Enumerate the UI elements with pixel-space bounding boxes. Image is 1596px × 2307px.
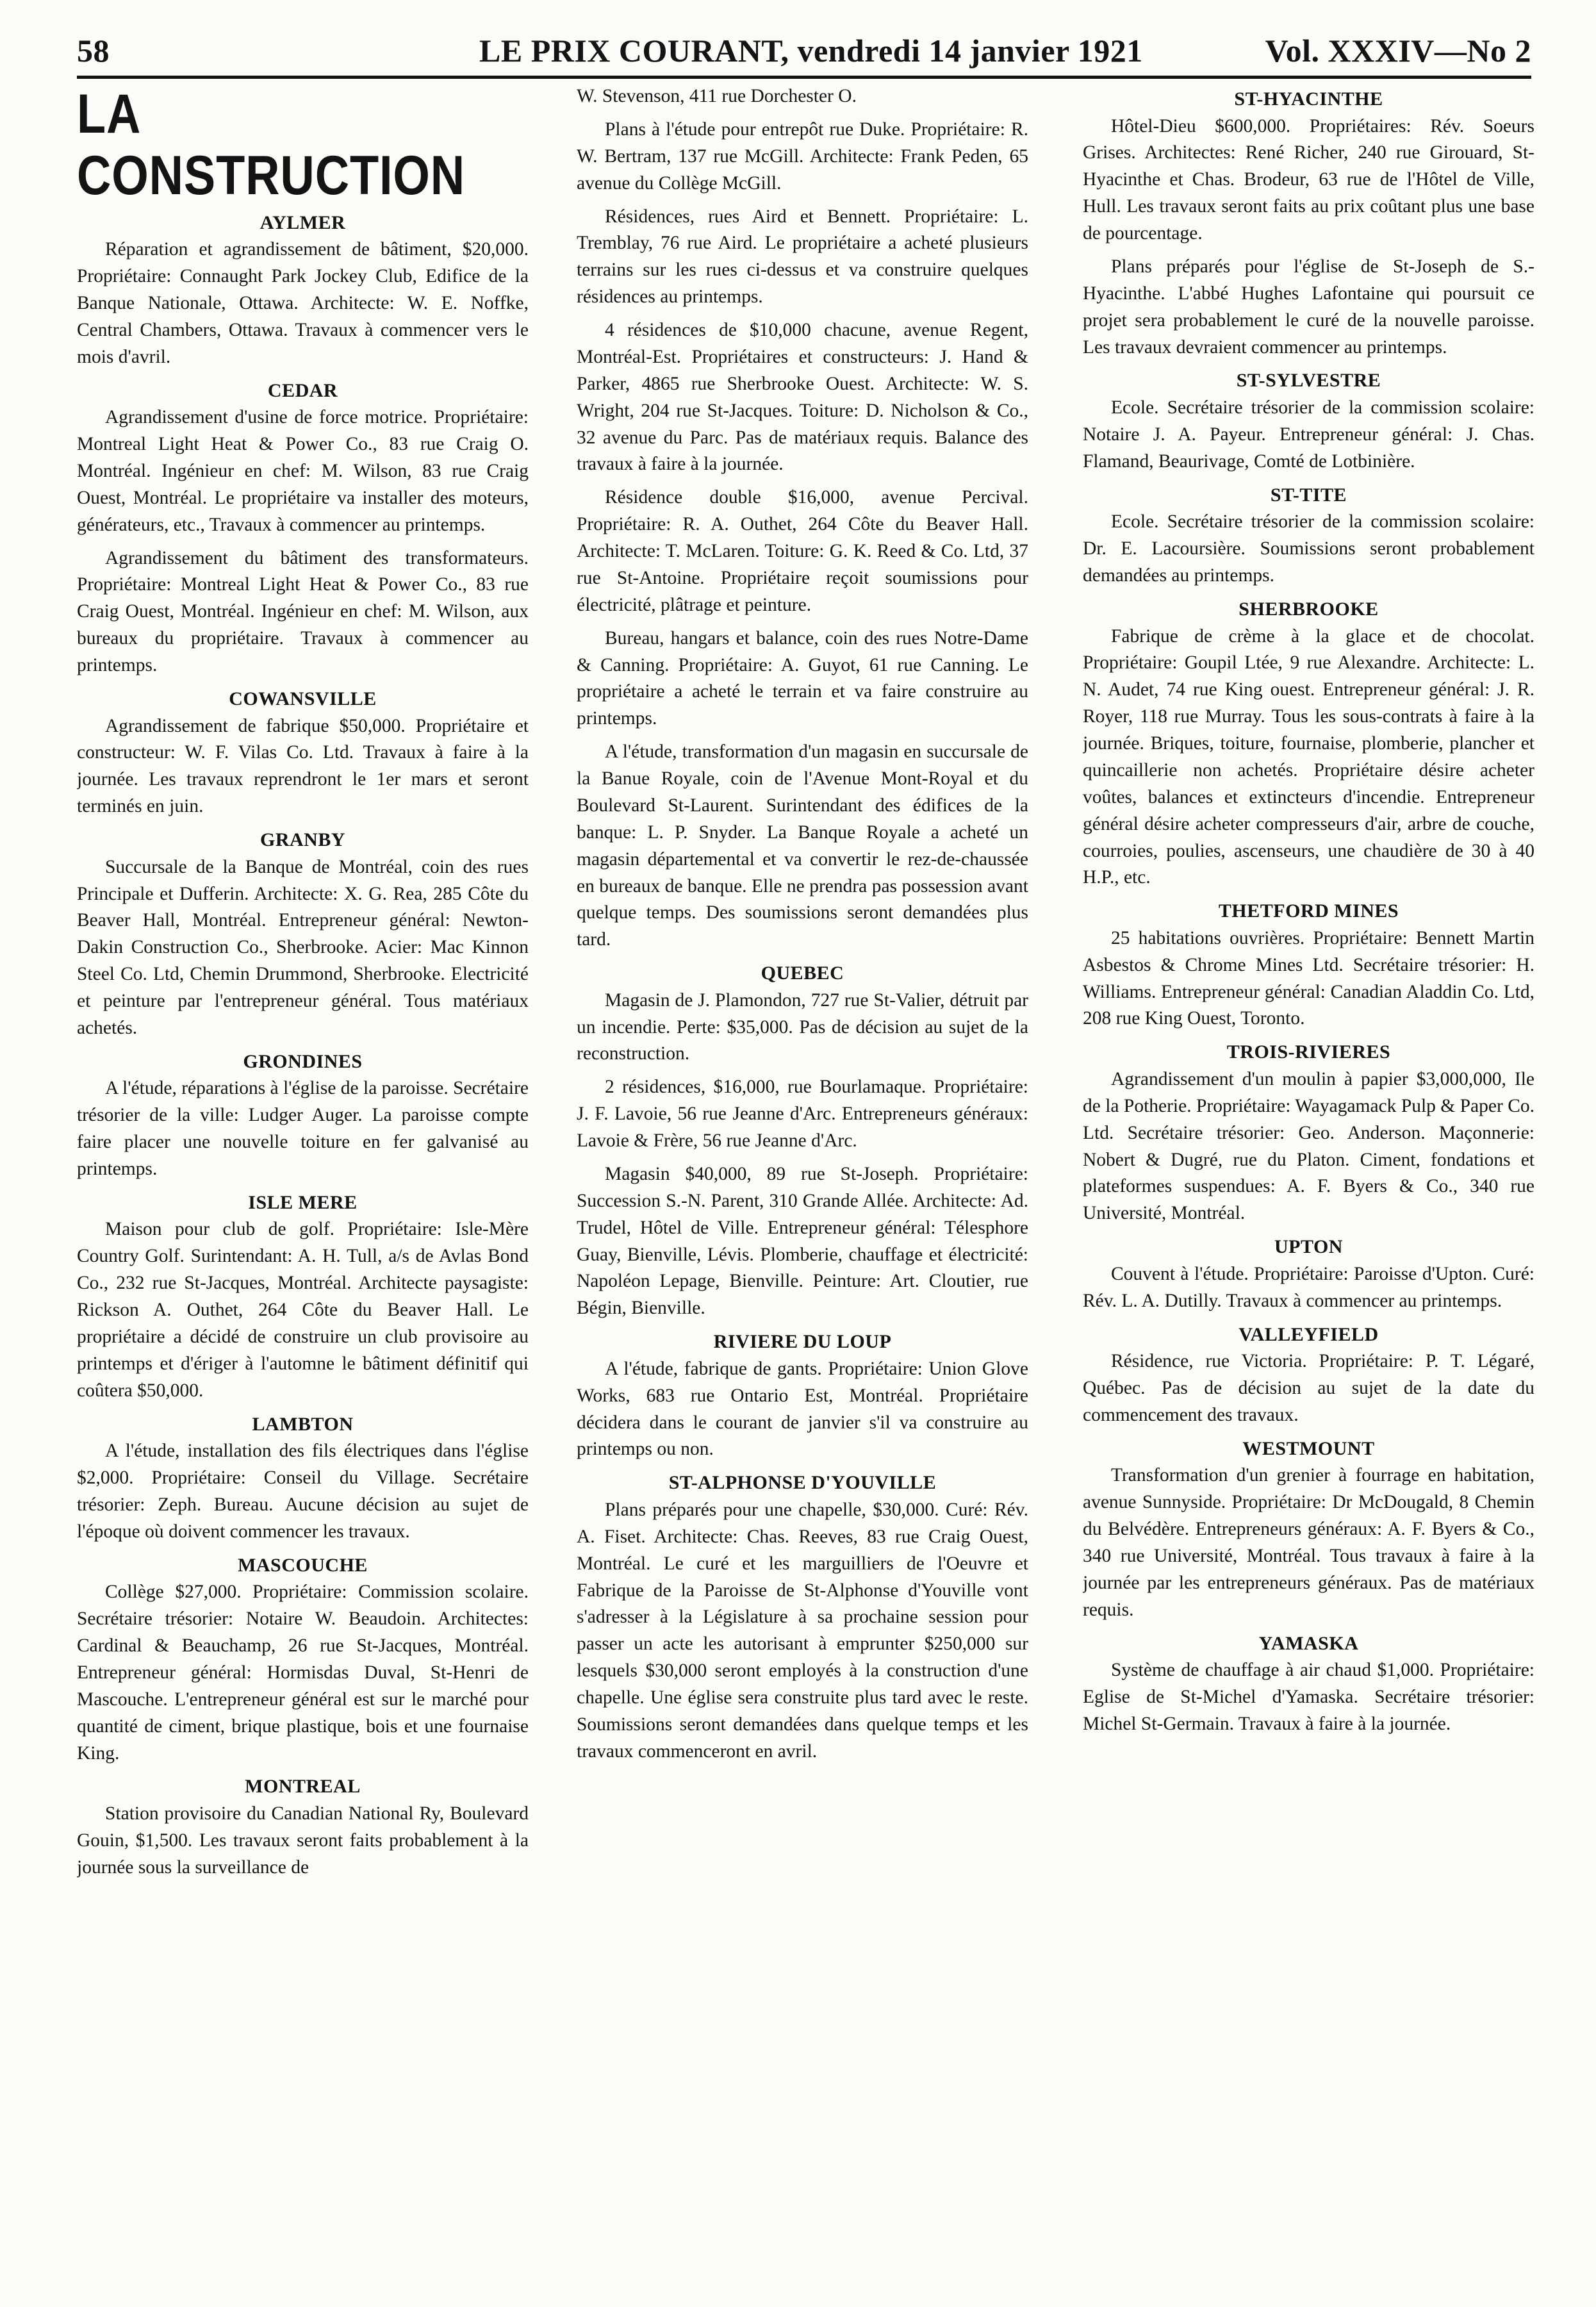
entry-paragraph: Plans préparés pour l'église de St-Joseph de S.-Hyacinthe. L'abbé Hughes Lafontaine qui poursuit ce projet sera probablement le curé de la nouvelle paroisse. Les travaux devraient commencer au printemps. [1083,256,1534,358]
column-3 [1083,83,1534,2288]
entry-paragraph: Fabrique de crème à la glace et de chocolat. Propriétaire: Goupil Ltée, 9 rue Alexandre. Architecte: L. N. Audet, 74 rue King ouest. Entrepreneur général: J. R. Royer, 118 rue Murray. Tous les sous-contrats à faire à la journée. Briques, toiture, fournaise, plomberie, plancher et quincaillerie non achetés. Propriétaire désire acheter voûtes, balances et extincteurs d'incendie. Entrepreneur général désire acheter compresseurs d'air, arbre de couche, courroies, poulies, ascenseurs, une chaudière de 30 à 40 H.P., etc. [1083,625,1534,888]
place-heading: MASCOUCHE [238,1554,368,1576]
entry-paragraph: A l'étude, transformation d'un magasin en succursale de la Banue Royale, coin de l'Avenue Mont-Royal et du Boulevard St-Laurent. Surintendant des édifices de la banque: L. P. Snyder. La Banque Royale a acheté un magasin départemental et va convertir le rez-de-chaussée en bureaux de banque. Elle ne prendra pas possession avant quelque temps. Des soumissions seront demandées plus tard. [577,741,1028,950]
column-2 [577,83,1028,2288]
place-heading: LAMBTON [252,1413,354,1435]
entry-paragraph: Plans à l'étude pour entrepôt rue Duke. Propriétaire: R. W. Bertram, 137 rue McGill. Architecte: Frank Peden, 65 avenue du Collège McGill. [577,119,1028,194]
place-heading: UPTON [1274,1236,1343,1258]
section-title: LA CONSTRUCTION [77,83,466,207]
place-heading: WESTMOUNT [1242,1437,1375,1459]
place-heading: ST-HYACINTHE [1234,88,1383,110]
masthead: LE PRIX COURANT, vendredi 14 janvier 1921 [479,33,1143,69]
volume-issue: Vol. XXXIV—No 2 [1265,33,1531,69]
page-header [77,32,1531,77]
place-heading: AYLMER [259,211,346,233]
entry-paragraph: Résidence double $16,000, avenue Percival. Propriétaire: R. A. Outhet, 264 Côte du Beaver Hall. Architecte: T. McLaren. Toiture: G. K. Reed & Co. Ltd, 37 rue St-Antoine. Propriétaire reçoit soumissions pour électricité, plâtrage et peinture. [577,487,1028,615]
place-heading: THETFORD MINES [1218,900,1399,922]
entry-paragraph: A l'étude, fabrique de gants. Propriétaire: Union Glove Works, 683 rue Ontario Est, Montréal. Propriétaire décidera dans le courant de janvier s'il va construire au printemps ou non. [577,1358,1028,1460]
entry-paragraph: Réparation et agrandissement de bâtiment, $20,000. Propriétaire: Connaught Park Jockey Club, Edifice de la Banque Nationale, Ottawa. Architecte: W. E. Noffke, Central Chambers, Ottawa. Travaux à commencer vers le mois d'avril. [77,239,529,367]
entry-paragraph: 4 résidences de $10,000 chacune, avenue Regent, Montréal-Est. Propriétaires et constructeurs: J. Hand & Parker, 4865 rue Sherbrooke Ouest. Architecte: W. S. Wright, 204 rue St-Jacques. Toiture: D. Nicholson & Co., 32 avenue du Parc. Pas de matériaux requis. Balance des travaux à faire à la journée. [577,320,1028,475]
entry-paragraph: Collège $27,000. Propriétaire: Commission scolaire. Secrétaire trésorier: Notaire W. Beaudoin. Architectes: Cardinal & Beauchamp, 26 rue St-Jacques, Montréal. Entrepreneur général: Hormisdas Duval, St-Henri de Mascouche. L'entrepreneur général est sur le marché pour quantité de ciment, brique plastique, bois et une fournaise King. [77,1582,529,1764]
place-heading: VALLEYFIELD [1238,1323,1379,1345]
entry-paragraph: Couvent à l'étude. Propriétaire: Paroisse d'Upton. Curé: Rév. L. A. Dutilly. Travaux à commencer au printemps. [1083,1263,1534,1311]
entry-paragraph: Magasin de J. Plamondon, 727 rue St-Valier, détruit par un incendie. Perte: $35,000. Pas de décision au sujet de la reconstruction. [577,989,1028,1064]
place-heading: CEDAR [267,379,338,401]
page-number: 58 [77,33,110,69]
place-heading: GRONDINES [243,1050,363,1072]
entry-paragraph: Ecole. Secrétaire trésorier de la commission scolaire: Dr. E. Lacoursière. Soumissions seront probablement demandées au printemps. [1083,511,1534,586]
header-rule [77,76,1531,79]
place-heading: QUEBEC [761,963,844,984]
entry-paragraph: Système de chauffage à air chaud $1,000. Propriétaire: Eglise de St-Michel d'Yamaska. Secrétaire trésorier: Michel St-Germain. Travaux à faire à la journée. [1083,1660,1534,1734]
entry-paragraph: 25 habitations ouvrières. Propriétaire: Bennett Martin Asbestos & Chrome Mines Ltd. Secrétaire trésorier: H. Williams. Entrepreneur général: Canadian Aladdin Co. Ltd, 208 rue King Ouest, Toronto. [1083,927,1534,1029]
entry-paragraph: Maison pour club de golf. Propriétaire: Isle-Mère Country Golf. Surintendant: A. H. Tull, a/s de Avlas Bond Co., 232 rue St-Jacques, Montréal. Architecte paysagiste: Rickson A. Outhet, 264 Côte du Beaver Hall. Le propriétaire a décidé de construire un club provisoire au printemps et d'ériger à l'automne le bâtiment définitif qui coûtera $50,000. [77,1219,529,1401]
entry-paragraph: W. Stevenson, 411 rue Dorchester O. [577,86,857,106]
place-heading: TROIS-RIVIERES [1226,1041,1391,1063]
entry-paragraph: Agrandissement de fabrique $50,000. Propriétaire et constructeur: W. F. Vilas Co. Ltd. Travaux à faire à la journée. Les travaux reprendront le 1er mars et seront terminés en juin. [77,715,529,817]
entry-paragraph: Résidence, rue Victoria. Propriétaire: P. T. Légaré, Québec. Pas de décision au sujet de la date du commencement des travaux. [1083,1351,1534,1425]
place-heading: ST-ALPHONSE D'YOUVILLE [668,1472,937,1494]
entry-paragraph: Hôtel-Dieu $600,000. Propriétaires: Rév. Soeurs Grises. Architectes: René Richer, 240 rue Girouard, St-Hyacinthe et Chas. Brodeur, 63 rue de l'Hôtel de Ville, Hull. Les travaux seront faits au prix coûtant plus une base de pourcentage. [1083,115,1534,244]
entry-paragraph: Magasin $40,000, 89 rue St-Joseph. Propriétaire: Succession S.-N. Parent, 310 Grande Allée. Architecte: Ad. Trudel, Hôtel de Ville. Entrepreneur général: Télesphore Guay, Bienville, Lévis. Plomberie, chauffage et électricité: Napoléon Lepage, Bienville. Peinture: Art. Cloutier, rue Bégin, Bienville. [577,1163,1028,1319]
entry-paragraph: Ecole. Secrétaire trésorier de la commission scolaire: Notaire J. A. Payeur. Entrepreneur général: J. Chas. Flamand, Beaurivage, Comté de Lotbinière. [1083,397,1534,472]
entry-paragraph: Agrandissement du bâtiment des transformateurs. Propriétaire: Montreal Light Heat & Power Co., 83 rue Craig Ouest, Montréal. Ingénieur en chef: M. Wilson, aux bureaux du propriétaire. Travaux à commencer au printemps. [77,547,529,676]
column-1 [77,83,529,2288]
place-heading: GRANBY [259,829,345,851]
entry-paragraph: A l'étude, installation des fils électriques dans l'église $2,000. Propriétaire: Conseil du Village. Secrétaire trésorier: Zeph. Bureau. Aucune décision au sujet de l'époque où doivent commencer les travaux. [77,1441,529,1542]
entry-paragraph: Agrandissement d'un moulin à papier $3,000,000, Ile de la Potherie. Propriétaire: Wayagamack Pulp & Paper Co. Ltd. Secrétaire trésorier: Geo. Anderson. Maçonnerie: Nobert & Dugré, rue du Platon. Ciment, fondations et plateformes suspendues: A. F. Byers & Co., 340 rue Université, Montréal. [1083,1068,1534,1224]
place-heading: COWANSVILLE [229,688,377,709]
entry-paragraph: Bureau, hangars et balance, coin des rues Notre-Dame & Canning. Propriétaire: A. Guyot, 61 rue Canning. Le propriétaire a acheté le terrain et va faire construire au printemps. [577,627,1028,729]
entry-paragraph: Résidences, rues Aird et Bennett. Propriétaire: L. Tremblay, 76 rue Aird. Le propriétaire a acheté plusieurs terrains sur les rues ci-dessus et va construire quelques résidences au printemps. [577,206,1028,308]
entry-paragraph: Transformation d'un grenier à fourrage en habitation, avenue Sunnyside. Propriétaire: Dr McDougald, 8 Chemin du Belvédère. Entrepreneurs généraux: A. F. Byers & Co., 340 rue Université, Montréal. Tous travaux à faire à la journée par les entrepreneurs généraux. Pas de matériaux requis. [1083,1465,1534,1620]
entry-paragraph: Plans préparés pour une chapelle, $30,000. Curé: Rév. A. Fiset. Architecte: Chas. Reeves, 83 rue Craig Ouest, Montréal. Le curé et les marguilliers de l'Oeuvre et Fabrique de la Paroisse de St-Alphonse d'Youville vont s'adresser à la Législature à sa prochaine session pour passer un acte les autorisant à emprunter $250,000 sur lesquels $30,000 seront employés à la construction d'une chapelle. Une église sera construite plus tard avec le reste. Soumissions seront demandées dans quelque temps et les travaux commenceront en avril. [577,1499,1028,1762]
entry-paragraph: Station provisoire du Canadian National Ry, Boulevard Gouin, $1,500. Les travaux seront faits probablement à la journée sous la surveillance de [77,1803,529,1878]
entry-paragraph: Succursale de la Banque de Montréal, coin des rues Principale et Dufferin. Architecte: X. G. Rea, 285 Côte du Beaver Hall, Montréal. Entrepreneur général: Newton-Dakin Construction Co., Sherbrooke. Acier: Mac Kinnon Steel Co. Ltd, Chemin Drummond, Sherbrooke. Electricité et peinture par l'entrepreneur général. Tous matériaux achetés. [77,856,529,1038]
place-heading: SHERBROOKE [1238,598,1379,620]
entry-paragraph: A l'étude, réparations à l'église de la paroisse. Secrétaire trésorier de la ville: Ludger Auger. La paroisse compte faire placer une nouvelle toiture en fer galvanisé au printemps. [77,1078,529,1179]
entry-paragraph: 2 résidences, $16,000, rue Bourlamaque. Propriétaire: J. F. Lavoie, 56 rue Jeanne d'Arc. Entrepreneurs généraux: Lavoie & Frère, 56 rue Jeanne d'Arc. [577,1077,1028,1152]
place-heading: MONTREAL [245,1776,361,1798]
place-heading: YAMASKA [1258,1632,1359,1654]
place-heading: RIVIERE DU LOUP [713,1331,892,1353]
entry-paragraph: Agrandissement d'usine de force motrice. Propriétaire: Montreal Light Heat & Power Co., 83 rue Craig O. Montréal. Ingénieur en chef: M. Wilson, 83 rue Craig Ouest, Montréal. Le propriétaire va installer des moteurs, générateurs, etc., Travaux à commencer au printemps. [77,407,529,535]
place-heading: ST-TITE [1270,484,1347,506]
place-heading: ISLE MERE [248,1191,358,1213]
place-heading: ST-SYLVESTRE [1236,370,1381,392]
